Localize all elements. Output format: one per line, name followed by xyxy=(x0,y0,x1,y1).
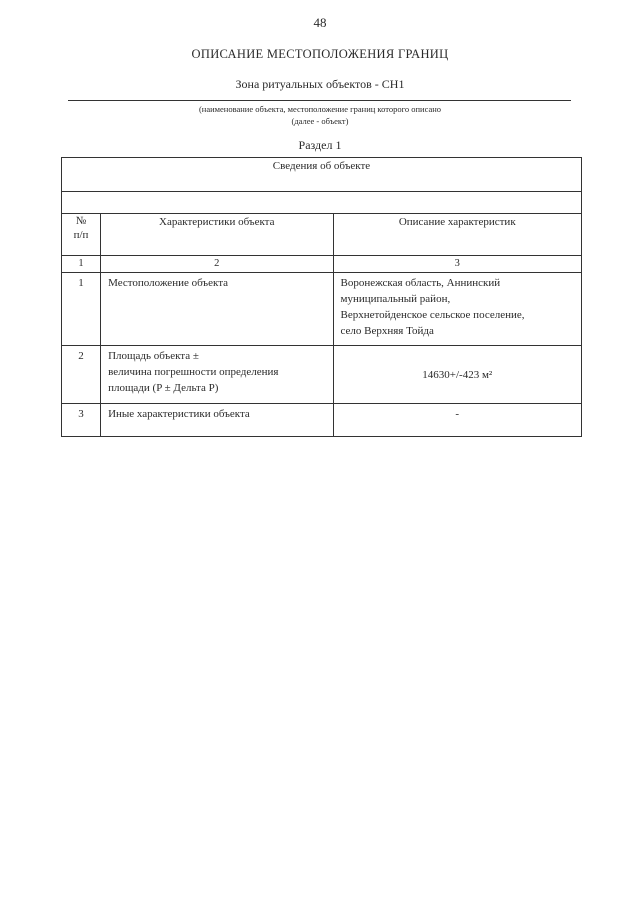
row-description xyxy=(333,346,582,404)
document-title: ОПИСАНИЕ МЕСТОПОЛОЖЕНИЯ ГРАНИЦ xyxy=(191,47,449,61)
table-header: Сведения об объекте xyxy=(62,158,582,192)
text-line: Воронежская область, Аннинский xyxy=(340,277,501,289)
page-number: 48 xyxy=(313,15,327,30)
column-header-description: Описание характеристик xyxy=(333,214,582,256)
column-header-characteristic: Характеристики объекта xyxy=(101,214,333,256)
text-line: Площадь объекта ± xyxy=(108,350,199,362)
table-row xyxy=(62,273,582,346)
row-characteristic xyxy=(101,404,333,437)
column-header-row xyxy=(62,214,582,256)
row-characteristic xyxy=(101,273,333,346)
row-number: 1 xyxy=(62,273,101,346)
row-number: 3 xyxy=(62,404,101,437)
underline-rule xyxy=(68,100,571,101)
text-line: Местоположение объекта xyxy=(108,277,229,289)
row-characteristic xyxy=(101,346,333,404)
text-line: величина погрешности определения xyxy=(108,366,279,378)
table-empty-row xyxy=(62,192,582,214)
row-description xyxy=(333,273,582,346)
text-line: Иные характеристики объекта xyxy=(108,408,250,420)
column-index-row xyxy=(62,256,582,273)
column-header-number-line2: п/п xyxy=(73,229,89,241)
text-line: муниципальный район, xyxy=(340,293,451,305)
caption-line-2: (далее - объект) xyxy=(291,116,349,126)
text-line: - xyxy=(455,408,460,420)
column-index: 2 xyxy=(101,256,333,273)
caption-line-1: (наименование объекта, местоположение границ которого описано xyxy=(198,104,442,114)
text-line: село Верхняя Тойда xyxy=(340,325,434,337)
table-header-row xyxy=(62,158,582,192)
column-header-number xyxy=(62,214,101,256)
row-number: 2 xyxy=(62,346,101,404)
section-title: Раздел 1 xyxy=(298,138,342,152)
table-row xyxy=(62,346,582,404)
object-name: Зона ритуальных объектов - СН1 xyxy=(235,77,405,91)
text-line: площади (P ± Дельта P) xyxy=(108,382,219,394)
column-header-number-line1: № xyxy=(75,215,87,227)
empty-cell xyxy=(62,192,582,214)
text-line: Верхнетойденское сельское поселение, xyxy=(340,309,525,321)
table-row xyxy=(62,404,582,437)
column-index: 1 xyxy=(62,256,101,273)
object-info-table xyxy=(61,157,582,437)
text-line: 14630+/-423 м² xyxy=(422,368,493,381)
row-description xyxy=(333,404,582,437)
column-index: 3 xyxy=(333,256,582,273)
